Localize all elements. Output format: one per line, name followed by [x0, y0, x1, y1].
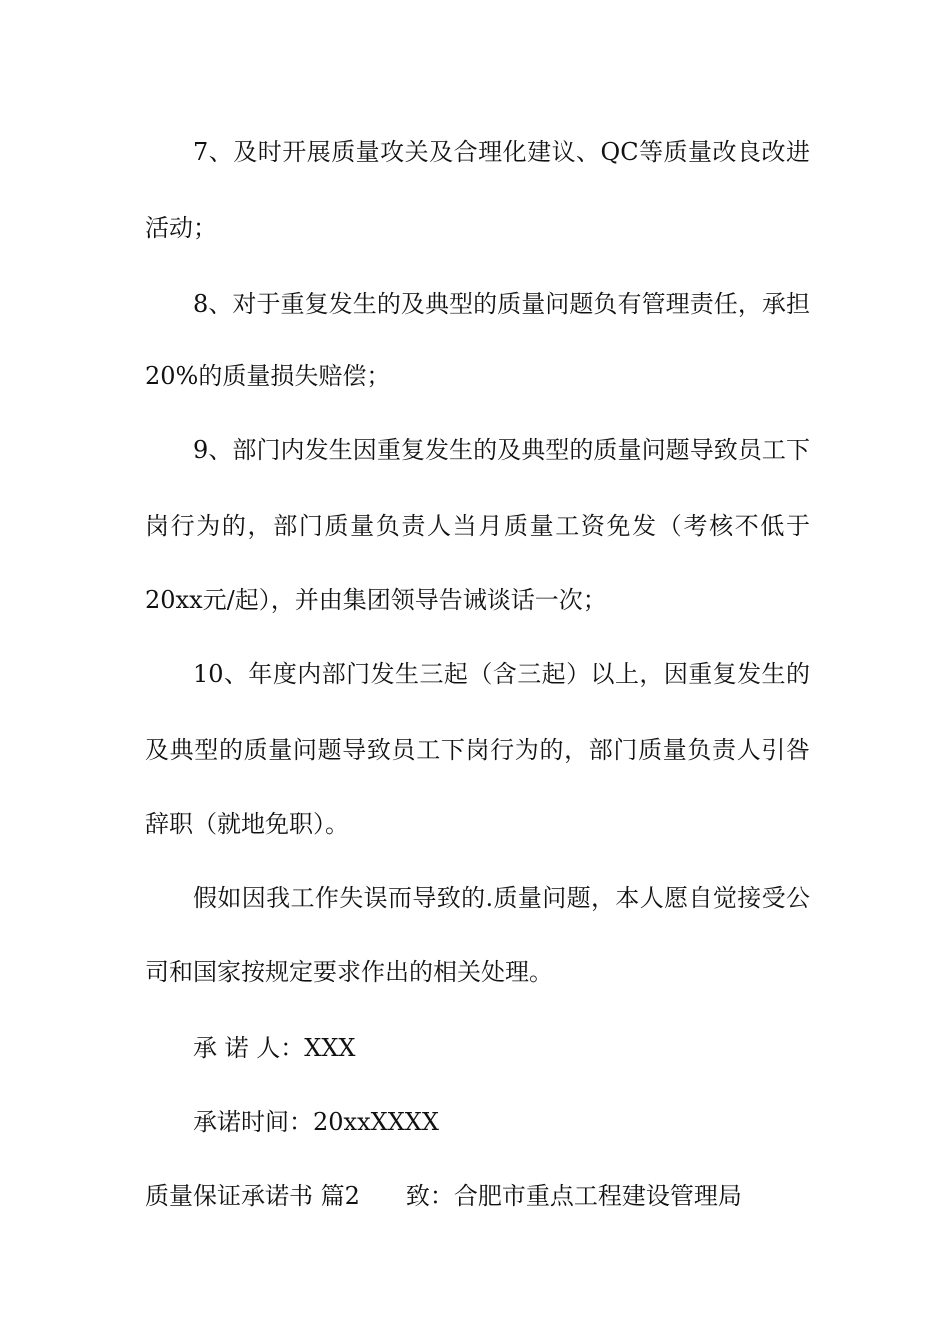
- paragraph-8-line-2: 20%的质量损失赔偿；: [145, 362, 391, 390]
- paragraph-9-line-2: 岗行为的，部门质量负责人当月质量工资免发（考核不低于: [145, 512, 810, 540]
- closing-paragraph-line-2: 司和国家按规定要求作出的相关处理。: [145, 958, 553, 986]
- paragraph-10-line-3: 辞职（就地免职）。: [145, 810, 349, 838]
- promiser-line: 承 诺 人：XXX: [193, 1034, 356, 1062]
- paragraph-8-line-1: 8、对于重复发生的及典型的质量问题负有管理责任，承担: [193, 290, 810, 318]
- closing-paragraph-line-1: 假如因我工作失误而导致的.质量问题，本人愿自觉接受公: [193, 884, 810, 912]
- recipient-line: 致：合肥市重点工程建设管理局: [405, 1182, 742, 1210]
- promise-date-line: 承诺时间：20xxXXXX: [193, 1108, 439, 1136]
- paragraph-9-line-3: 20xx元/起），并由集团领导告诫谈话一次；: [145, 586, 607, 614]
- paragraph-10-line-2: 及典型的质量问题导致员工下岗行为的，部门质量负责人引咎: [145, 736, 810, 764]
- next-section-heading: [145, 1180, 810, 1212]
- paragraph-7-line-1: 7、及时开展质量攻关及合理化建议、QC等质量改良改进: [193, 138, 810, 166]
- paragraph-9-line-1: 9、部门内发生因重复发生的及典型的质量问题导致员工下: [193, 436, 810, 464]
- paragraph-7-line-2: 活动；: [145, 214, 217, 242]
- paragraph-10-line-1: 10、年度内部门发生三起（含三起）以上，因重复发生的: [193, 660, 810, 688]
- section-title: 质量保证承诺书 篇2: [145, 1182, 360, 1210]
